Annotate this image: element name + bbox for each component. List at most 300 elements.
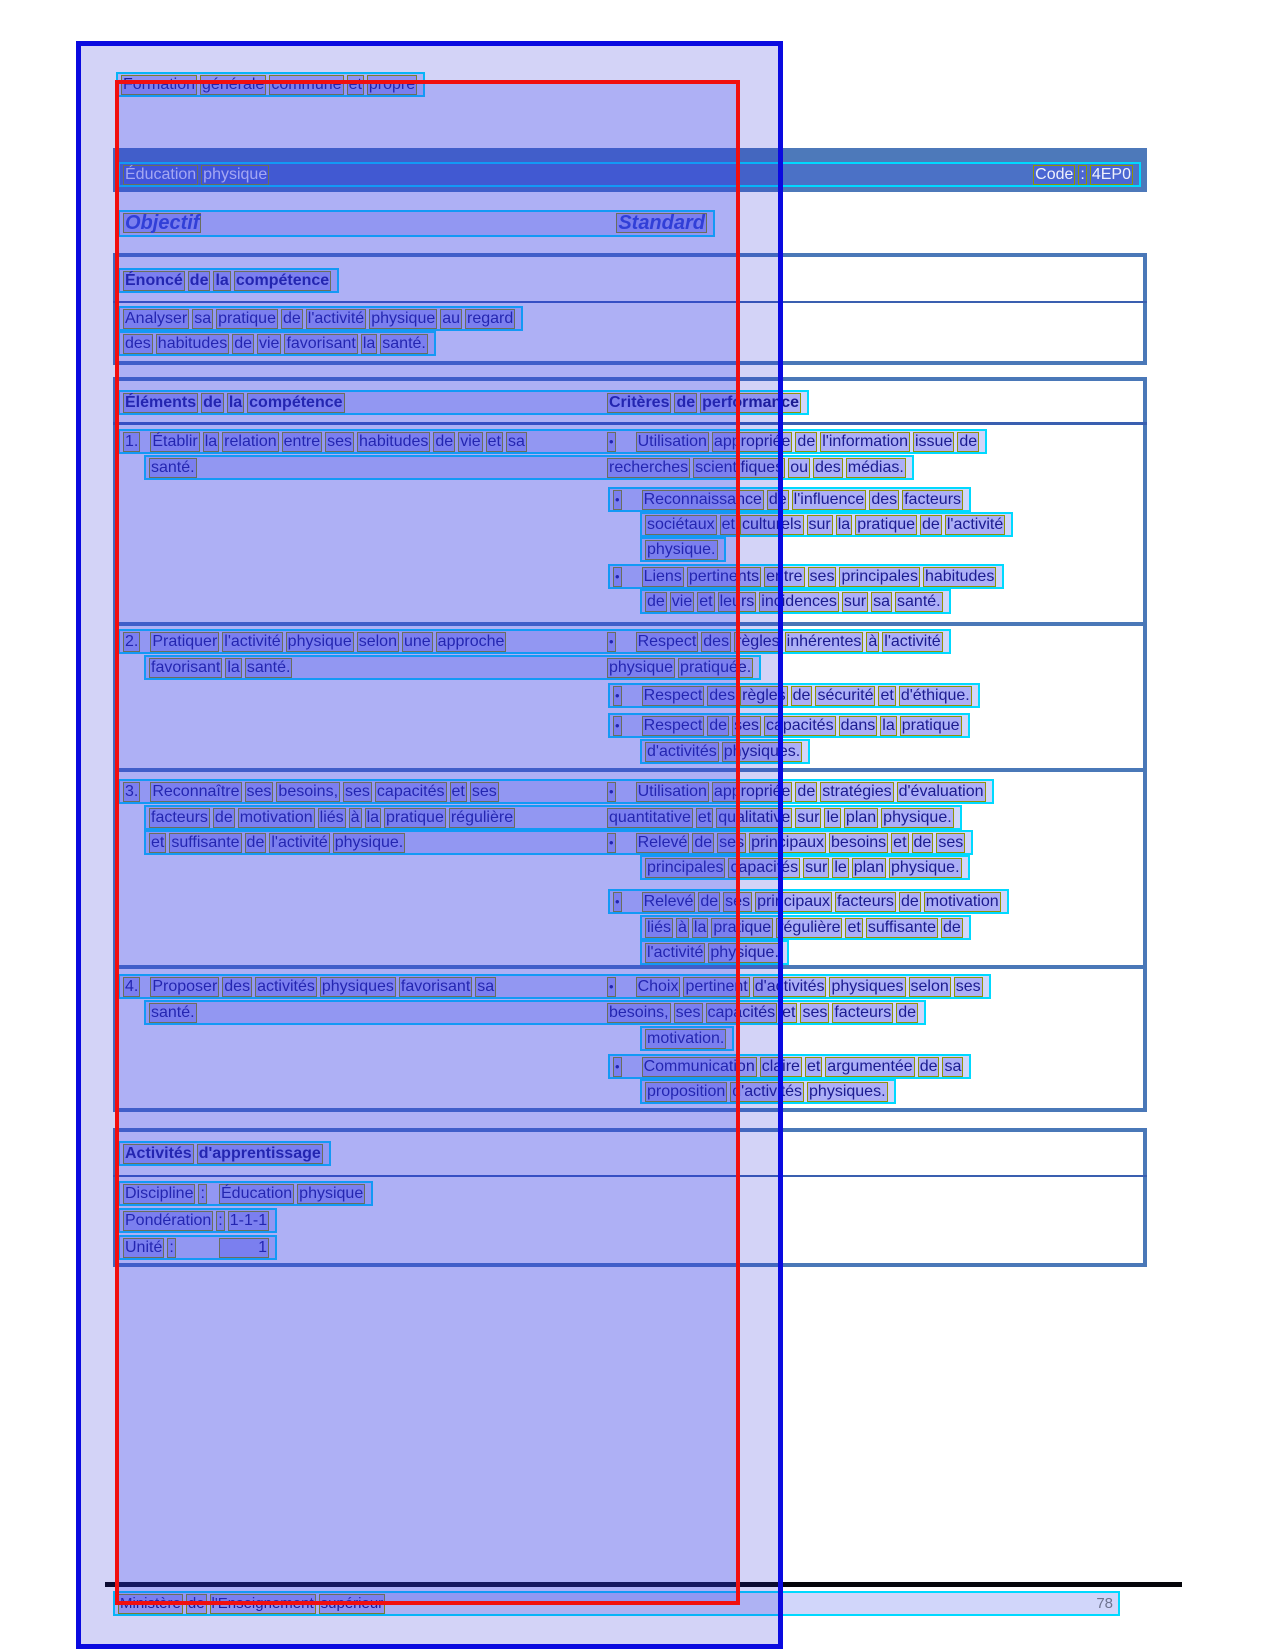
word-box: ses — [675, 1003, 701, 1021]
word-box: santé. — [897, 592, 941, 610]
criterion-text — [636, 632, 946, 652]
word-box: Éducation — [221, 1184, 293, 1202]
item-number: 3. — [125, 782, 139, 800]
word-box: physique. — [710, 943, 779, 961]
word-box: 1 — [219, 1238, 269, 1258]
word-box: règles — [736, 632, 780, 650]
field-label — [123, 1184, 210, 1204]
word-box: Utilisation — [637, 782, 707, 800]
word-box: des — [224, 977, 251, 995]
word-box: Ministère — [120, 1594, 181, 1612]
activities-header-divider — [113, 1175, 1147, 1177]
item-text — [150, 632, 509, 652]
bullet-icon: • — [613, 892, 622, 912]
criterion-text — [642, 1057, 967, 1077]
word-box: selon — [910, 977, 949, 995]
word-box: à — [868, 632, 878, 650]
criterion-text — [645, 943, 784, 963]
word-box: sa — [477, 977, 495, 995]
word-box: au — [442, 309, 461, 327]
word-box: proposition — [647, 1082, 726, 1100]
word-box: règles — [742, 686, 786, 704]
bullet-icon: • — [613, 716, 622, 736]
word-box: d'éthique. — [900, 686, 970, 704]
word-box: Critères — [609, 393, 670, 411]
word-box: capacités — [765, 716, 834, 734]
page-header-line — [116, 72, 425, 97]
word-box: la — [228, 393, 243, 411]
word-box: besoins, — [609, 1003, 669, 1021]
word-box: pratique — [857, 515, 916, 533]
word-box: Pondération — [125, 1211, 212, 1229]
word-box: activités — [257, 977, 315, 995]
word-box: ses — [809, 567, 835, 585]
field-label — [123, 1238, 179, 1258]
word-box: Utilisation — [637, 432, 707, 450]
criterion-text — [642, 686, 975, 706]
word-box: capacités — [730, 858, 799, 876]
word-box: sur — [808, 515, 831, 533]
enonce-line-1 — [118, 306, 523, 331]
word-box: de — [797, 782, 816, 800]
word-box: et — [451, 782, 465, 800]
word-box: relation — [224, 432, 277, 450]
word-box: culturels — [741, 515, 802, 533]
word-box: Relevé — [643, 892, 694, 910]
discipline-line — [118, 1181, 373, 1206]
item-number: 2. — [125, 632, 139, 650]
document-title — [123, 165, 272, 185]
word-box: quantitative — [609, 808, 691, 826]
word-box: de — [943, 918, 961, 936]
row4-line2 — [144, 1000, 926, 1025]
word-box: physiques. — [809, 1082, 886, 1100]
criterion-text — [645, 1029, 729, 1049]
criterion-text — [642, 490, 966, 510]
row2-crit3-line2 — [640, 739, 810, 764]
word-box: principales — [647, 858, 724, 876]
word-box: : — [169, 1238, 174, 1256]
row3-crit3-line2 — [640, 915, 971, 940]
word-box: et — [782, 1003, 796, 1021]
title-bar-line — [118, 162, 1141, 187]
footer-rule — [105, 1582, 1182, 1587]
word-box: l'activité — [224, 632, 281, 650]
word-box: compétence — [235, 271, 330, 289]
word-box: d'évaluation — [898, 782, 984, 800]
word-box: suffisante — [171, 833, 240, 851]
word-box: de — [694, 833, 713, 851]
word-box: leurs — [719, 592, 755, 610]
word-box: physique — [203, 165, 268, 183]
bullet-icon: • — [607, 782, 616, 802]
word-box: des — [709, 686, 736, 704]
word-box: physique. — [891, 858, 960, 876]
word-box: appropriée — [713, 782, 791, 800]
word-box: l'activité — [884, 632, 941, 650]
word-box: motivation — [925, 892, 999, 910]
word-box: physique — [609, 658, 674, 676]
word-box: habitudes — [924, 567, 995, 585]
word-box: favorisant — [286, 334, 356, 352]
word-box: liés — [319, 808, 344, 826]
row-divider-1 — [113, 622, 1147, 626]
enonce-text — [123, 309, 518, 329]
item-number: 4. — [125, 977, 139, 995]
word-box: ses — [955, 977, 981, 995]
word-box: et — [697, 808, 712, 826]
word-box: capacités — [707, 1003, 776, 1021]
bullet-icon: • — [607, 632, 616, 652]
word-box: sur — [797, 808, 820, 826]
word-box: motivation — [239, 808, 313, 826]
word-box: la — [227, 658, 240, 676]
word-box: à — [678, 918, 687, 936]
word-box: inhérentes — [786, 632, 862, 650]
criterion-text — [636, 782, 989, 802]
enonce-header-divider — [113, 301, 1147, 303]
word-box: et — [880, 686, 894, 704]
word-box: la — [215, 271, 229, 289]
word-box: issue — [914, 432, 953, 450]
word-box: des — [815, 458, 841, 476]
word-box: des — [871, 490, 898, 508]
row2-line2 — [144, 655, 761, 680]
word-box: vie — [671, 592, 693, 610]
word-box: des — [703, 632, 730, 650]
word-box: facteurs — [151, 808, 208, 826]
word-box: Respect — [637, 632, 697, 650]
elements-header — [123, 393, 348, 413]
row1-crit2-line3 — [640, 537, 726, 562]
criterion-text — [607, 1003, 921, 1023]
criterion-text — [645, 742, 805, 762]
item-text — [149, 658, 295, 678]
objectif-standard-line — [118, 210, 715, 237]
word-box: vie — [460, 432, 481, 450]
item-text — [150, 432, 530, 452]
enonce-text — [123, 334, 431, 354]
word-box: de — [898, 1003, 917, 1021]
row2-crit2-line1 — [608, 683, 980, 708]
word-box: entre — [283, 432, 321, 450]
word-box: Reconnaissance — [643, 490, 762, 508]
row4-line1 — [118, 974, 991, 999]
word-box: physique — [371, 309, 436, 327]
word-box: physique. — [334, 833, 404, 851]
word-box: ou — [790, 458, 808, 476]
word-box: d'apprentissage — [198, 1144, 321, 1162]
criteres-header — [607, 393, 804, 413]
bullet-icon: • — [607, 833, 616, 853]
word-box: pertinent — [685, 977, 748, 995]
word-box: qualitative — [718, 808, 791, 826]
word-box: argumentée — [827, 1057, 913, 1075]
word-box: pratique — [901, 716, 960, 734]
word-box: l'influence — [793, 490, 865, 508]
word-box: et — [893, 833, 907, 851]
word-box: ses — [327, 432, 353, 450]
row1-line1 — [118, 429, 987, 454]
row2-line1 — [118, 629, 951, 654]
word-box: de — [768, 490, 787, 508]
word-box: : — [200, 1184, 205, 1202]
word-box: Respect — [643, 716, 703, 734]
word-box: des — [125, 334, 151, 352]
course-code — [1033, 165, 1136, 185]
item-text — [149, 1003, 200, 1023]
word-box: Activités — [125, 1144, 192, 1162]
competence-header-divider — [113, 422, 1147, 425]
word-box: physique — [287, 632, 352, 650]
field-value — [219, 1184, 368, 1204]
word-box: la — [204, 432, 218, 450]
word-box: régulière — [778, 918, 841, 936]
word-box: facteurs — [837, 892, 894, 910]
word-box: Établir — [152, 432, 198, 450]
bullet-icon: • — [607, 432, 616, 452]
word-box: sa — [508, 432, 525, 450]
row3-crit2-line2 — [640, 855, 970, 880]
row4-crit2-line2 — [640, 1079, 896, 1104]
word-box: à — [350, 808, 360, 826]
word-box: et — [721, 515, 735, 533]
word-box: physique. — [647, 540, 716, 558]
word-box: favorisant — [151, 658, 221, 676]
field-label — [123, 1211, 228, 1231]
word-box: Relevé — [637, 833, 688, 851]
word-box: commune — [271, 75, 342, 93]
word-box: physiques. — [723, 742, 801, 760]
word-box: de — [900, 892, 919, 910]
word-box: pertinents — [688, 567, 760, 585]
enonce-header-line — [118, 268, 339, 293]
row4-crit2-line1 — [608, 1054, 971, 1079]
criterion-text — [645, 592, 946, 612]
word-box: ses — [938, 833, 964, 851]
page-number: 78 — [1096, 1595, 1113, 1612]
word-box: regard — [467, 309, 514, 327]
word-box: pratiquée. — [680, 658, 752, 676]
word-box: 1-1-1 — [229, 1211, 268, 1229]
word-box: de — [700, 892, 719, 910]
word-box: pratique — [386, 808, 444, 826]
row1-crit3-line1 — [608, 564, 1004, 589]
row4-crit1-line3 — [640, 1026, 734, 1051]
word-box: : — [218, 1211, 223, 1229]
word-box: incidences — [761, 592, 837, 610]
row-divider-3 — [113, 965, 1147, 969]
word-box: : — [1080, 165, 1085, 183]
word-box: le — [826, 808, 839, 826]
word-box: de — [919, 1057, 938, 1075]
criterion-text — [642, 716, 965, 736]
word-box: propre — [368, 75, 416, 93]
word-box: besoins, — [278, 782, 339, 800]
word-box: pratique — [713, 918, 772, 936]
word-box: 4EP0 — [1091, 165, 1131, 183]
word-box: suffisante — [867, 918, 937, 936]
word-box: l'information — [822, 432, 908, 450]
standard-heading — [616, 212, 710, 235]
enonce-header-text — [123, 271, 334, 291]
row3-crit3-line3 — [640, 940, 789, 965]
word-box: santé. — [382, 334, 426, 352]
word-box: Objectif — [125, 212, 200, 234]
word-box: Analyser — [125, 309, 188, 327]
word-box: ses — [246, 782, 272, 800]
bullet-icon: • — [613, 686, 622, 706]
word-box: Pratiquer — [152, 632, 218, 650]
word-box: Liens — [643, 567, 682, 585]
word-box: liés — [647, 918, 672, 936]
word-box: habitudes — [359, 432, 429, 450]
ponderation-line — [118, 1208, 277, 1233]
bullet-icon: • — [613, 567, 622, 587]
word-box: plan — [845, 808, 877, 826]
word-box: Discipline — [125, 1184, 194, 1202]
row1-crit3-line2 — [640, 589, 951, 614]
word-box: ses — [802, 1003, 828, 1021]
word-box: de — [435, 432, 454, 450]
word-box: sa — [873, 592, 891, 610]
word-box: sur — [805, 858, 828, 876]
word-box: physique. — [883, 808, 952, 826]
word-box: la — [366, 808, 380, 826]
unite-line — [118, 1235, 277, 1260]
word-box: santé. — [246, 658, 291, 676]
word-box: Éléments — [125, 393, 197, 411]
word-box: Unité — [125, 1238, 163, 1256]
word-box: santé. — [151, 1003, 195, 1021]
row-divider-2 — [113, 768, 1147, 772]
enonce-line-2 — [118, 331, 436, 356]
word-box: besoins — [831, 833, 887, 851]
word-box: Formation — [123, 75, 196, 93]
word-box: sociétaux — [647, 515, 715, 533]
criterion-text — [642, 892, 1004, 912]
word-box: plan — [853, 858, 885, 876]
word-box: stratégies — [822, 782, 892, 800]
criterion-text — [645, 858, 965, 878]
word-box: ses — [345, 782, 370, 800]
word-box: de — [959, 432, 978, 450]
word-box: d'activités — [647, 742, 717, 760]
row1-line2 — [144, 455, 914, 480]
criterion-text — [636, 833, 969, 853]
word-box: favorisant — [400, 977, 471, 995]
criterion-text — [645, 515, 1008, 535]
word-box: principaux — [757, 892, 831, 910]
word-box: de — [709, 716, 728, 734]
word-box: et — [806, 1057, 821, 1075]
item-text — [149, 833, 408, 853]
word-box: de — [282, 309, 301, 327]
word-box: ses — [471, 782, 497, 800]
word-box: Choix — [637, 977, 679, 995]
objectif-heading — [123, 212, 204, 235]
word-box: dans — [840, 716, 876, 734]
criterion-text — [607, 808, 957, 828]
word-box: d'activités — [732, 1082, 803, 1100]
word-box: scientifiques — [695, 458, 784, 476]
word-box: sur — [843, 592, 867, 610]
word-box: et — [487, 432, 501, 450]
word-box: Proposer — [152, 977, 218, 995]
word-box: la — [362, 334, 376, 352]
word-box: motivation. — [647, 1029, 725, 1047]
word-box: une — [403, 632, 431, 650]
bullet-icon: • — [613, 1057, 622, 1077]
criterion-text — [607, 458, 909, 478]
word-box: selon — [358, 632, 397, 650]
criterion-text — [607, 658, 756, 678]
word-box: habitudes — [157, 334, 228, 352]
criterion-text — [645, 1082, 891, 1102]
criterion-text — [642, 567, 1000, 587]
word-box: générale — [202, 75, 265, 93]
activities-header-line — [118, 1141, 331, 1166]
word-box: le — [834, 858, 847, 876]
word-box: et — [151, 833, 165, 851]
word-box: de — [214, 808, 233, 826]
word-box: ses — [725, 892, 751, 910]
word-box: Code — [1035, 165, 1074, 183]
row2-crit3-line1 — [608, 713, 970, 738]
criterion-text — [636, 977, 986, 997]
word-box: approche — [437, 632, 505, 650]
word-box: de — [792, 686, 811, 704]
word-box: l'Enseignement — [211, 1594, 314, 1612]
word-box: l'activité — [271, 833, 328, 851]
footer-line — [113, 1591, 1120, 1616]
word-box: d'activités — [754, 977, 825, 995]
word-box: claire — [761, 1057, 800, 1075]
criterion-text — [645, 540, 721, 560]
item-text — [149, 808, 518, 828]
word-box: appropriée — [713, 432, 791, 450]
word-box: de — [234, 334, 252, 352]
footer-text — [118, 1594, 388, 1614]
word-box: sa — [944, 1057, 962, 1075]
word-box: de — [246, 833, 265, 851]
item-text — [150, 977, 499, 997]
word-box: vie — [258, 334, 280, 352]
item-text — [149, 458, 200, 478]
word-box: et — [847, 918, 861, 936]
word-box: de — [913, 833, 932, 851]
word-box: recherches — [609, 458, 689, 476]
word-box: Éducation — [125, 165, 197, 183]
word-box: facteurs — [834, 1003, 892, 1021]
field-value — [228, 1211, 272, 1231]
word-box: l'activité — [946, 515, 1004, 533]
word-box: ses — [734, 716, 759, 734]
table-headers-line — [118, 390, 809, 415]
word-box: santé. — [151, 458, 195, 476]
word-box: l'activité — [307, 309, 365, 327]
word-box: physiques — [831, 977, 904, 995]
word-box: de — [797, 432, 816, 450]
word-box: Énoncé — [125, 271, 183, 289]
row1-crit2-line1 — [608, 487, 971, 512]
word-box: facteurs — [904, 490, 962, 508]
word-box: principales — [841, 567, 918, 585]
word-box: pratique — [218, 309, 276, 327]
word-box: ses — [719, 833, 745, 851]
word-box: la — [693, 918, 707, 936]
word-box: médias. — [847, 458, 904, 476]
